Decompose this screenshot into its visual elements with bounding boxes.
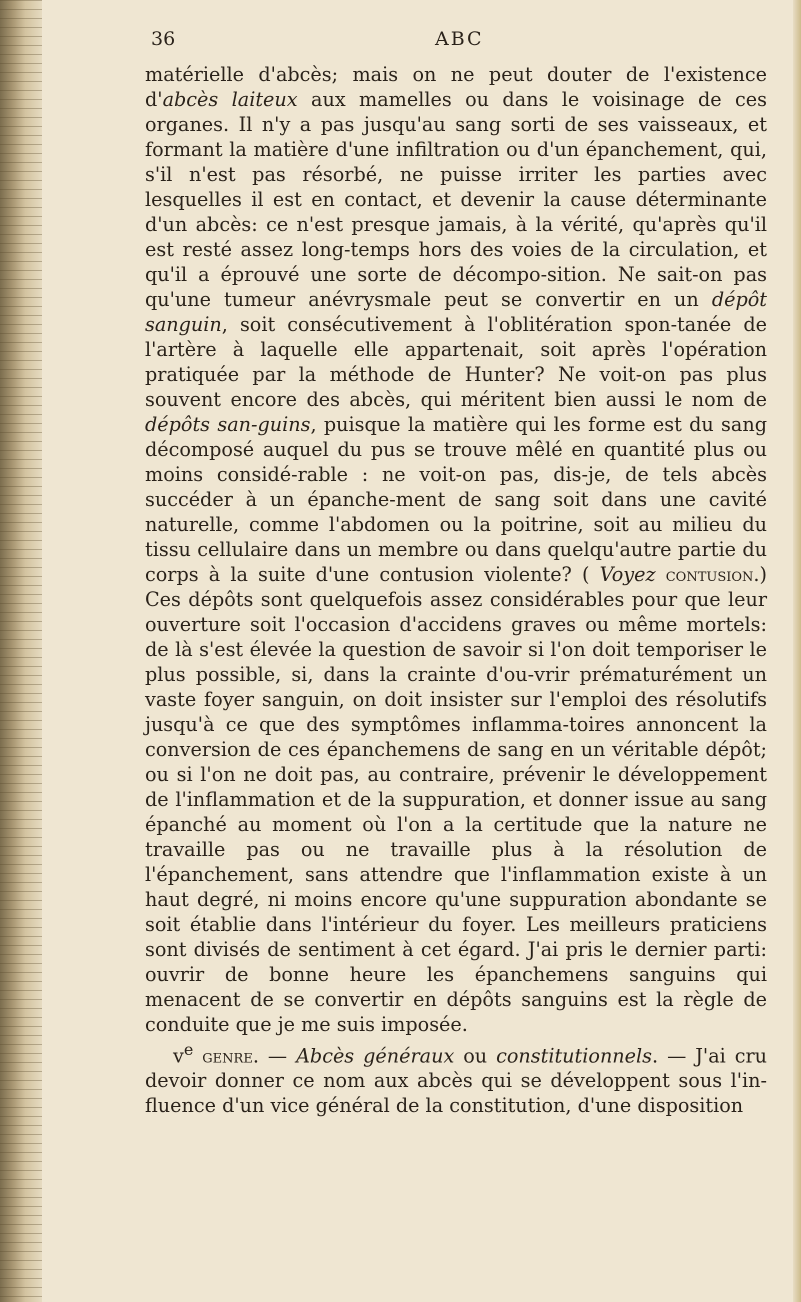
text-run: genre — [202, 1044, 253, 1068]
text-run: . — — [252, 1044, 297, 1068]
text-run: , soit consécutivement à l'oblitération spon-tanée de l'artère à laquelle elle appartenait, soit après l'opération pratiquée par la méthode de Hunter? Ne voit-on pas plus souvent encore des abcès, qui méritent bien aussi le nom de — [145, 313, 767, 411]
paragraph — [145, 1037, 767, 1118]
text-run: , puisque la matière qui les forme est du sang décomposé auquel du pus se trouve mêlé en quantité plus ou moins considé-rable : ne voit-on pas, dis-je, de tels abcès succéder à un épanche-ment de sang soit dans une cavité naturelle, comme l'abdomen ou la poitrine, soit au milieu du tissu cellulaire dans un membre ou dans quelqu'autre partie du corps à la suite d'une contusion violente? ( — [145, 413, 767, 586]
text-run: abcès laiteux — [162, 88, 298, 111]
text-run: Voyez — [599, 563, 656, 586]
text-run: constitutionnels — [496, 1044, 652, 1068]
page-edge — [793, 0, 801, 1302]
text-run — [193, 1044, 202, 1067]
text-run: ou — [454, 1044, 497, 1068]
text-run — [656, 563, 666, 586]
page-header — [145, 26, 767, 62]
running-title: ABC — [435, 28, 484, 50]
text-run: e — [183, 1040, 194, 1059]
text-run: matérielle d'abcès; mais on ne peut douter de l'existence d' — [145, 63, 767, 111]
page-number: 36 — [151, 28, 176, 50]
text-run: . — J'ai cru devoir donner ce nom aux abcès qui se développent sous l'in-fluence d'un vice général de la constitution, d'une disposition — [145, 1044, 768, 1118]
text-run: contusion — [665, 563, 754, 586]
text-run: dépôt sanguin — [145, 288, 767, 336]
gutter-stripes — [0, 0, 42, 1302]
text-run: .) Ces dépôts sont quelquefois assez considérables pour que leur ouverture soit l'occasion d'accidens graves ou même mortels: de là s'est élevée la question de savoir si l'on doit temporiser le plus possible, si, dans la crainte d'ou-vrir prématurément un vaste foyer sanguin, on doit insister sur l'emploi des résolutifs jusqu'à ce que des symptômes inflamma-toires annoncent la conversion de ces épanchemens de sang en un véritable dépôt; ou si l'on ne doit pas, au contraire, prévenir le développement de l'inflammation et de la suppuration, et donner issue au sang épanché au moment où l'on a la certitude que la nature ne travaille pas ou ne travaille plus à la résolution de l'épanchement, sans attendre que l'inflammation existe à un haut degré, ni moins encore qu'une suppuration abondante se soit établie dans l'intérieur du foyer. Les meilleurs praticiens sont divisés de sentiment à cet égard. J'ai pris le dernier parti: ouvrir de bonne heure les épanchemens sanguins qui menacent de se convertir en dépôts sanguins est la règle de conduite que je me suis imposée. — [145, 563, 767, 1036]
body-text — [145, 62, 767, 1118]
text-run: dépôts san-guins — [145, 413, 311, 436]
text-run: Abcès généraux — [296, 1044, 455, 1068]
paragraph — [145, 62, 767, 1037]
page — [145, 26, 767, 1118]
text-run: v — [173, 1044, 184, 1068]
text-run: aux mamelles ou dans le voisinage de ces organes. Il n'y a pas jusqu'au sang sorti de ses vaisseaux, et formant la matière d'une infiltration ou d'un épanchement, qui, s'il n'est pas résorbé, ne puisse irriter les parties avec lesquelles il est en contact, et devenir la cause déterminante d'un abcès: ce n'est presque jamais, à la vérité, qu'après qu'il est resté assez long-temps hors des voies de la circulation, et qu'il a éprouvé une sorte de décompo-sition. Ne sait-on pas qu'une tumeur anévrysmale peut se convertir en un — [145, 88, 767, 311]
